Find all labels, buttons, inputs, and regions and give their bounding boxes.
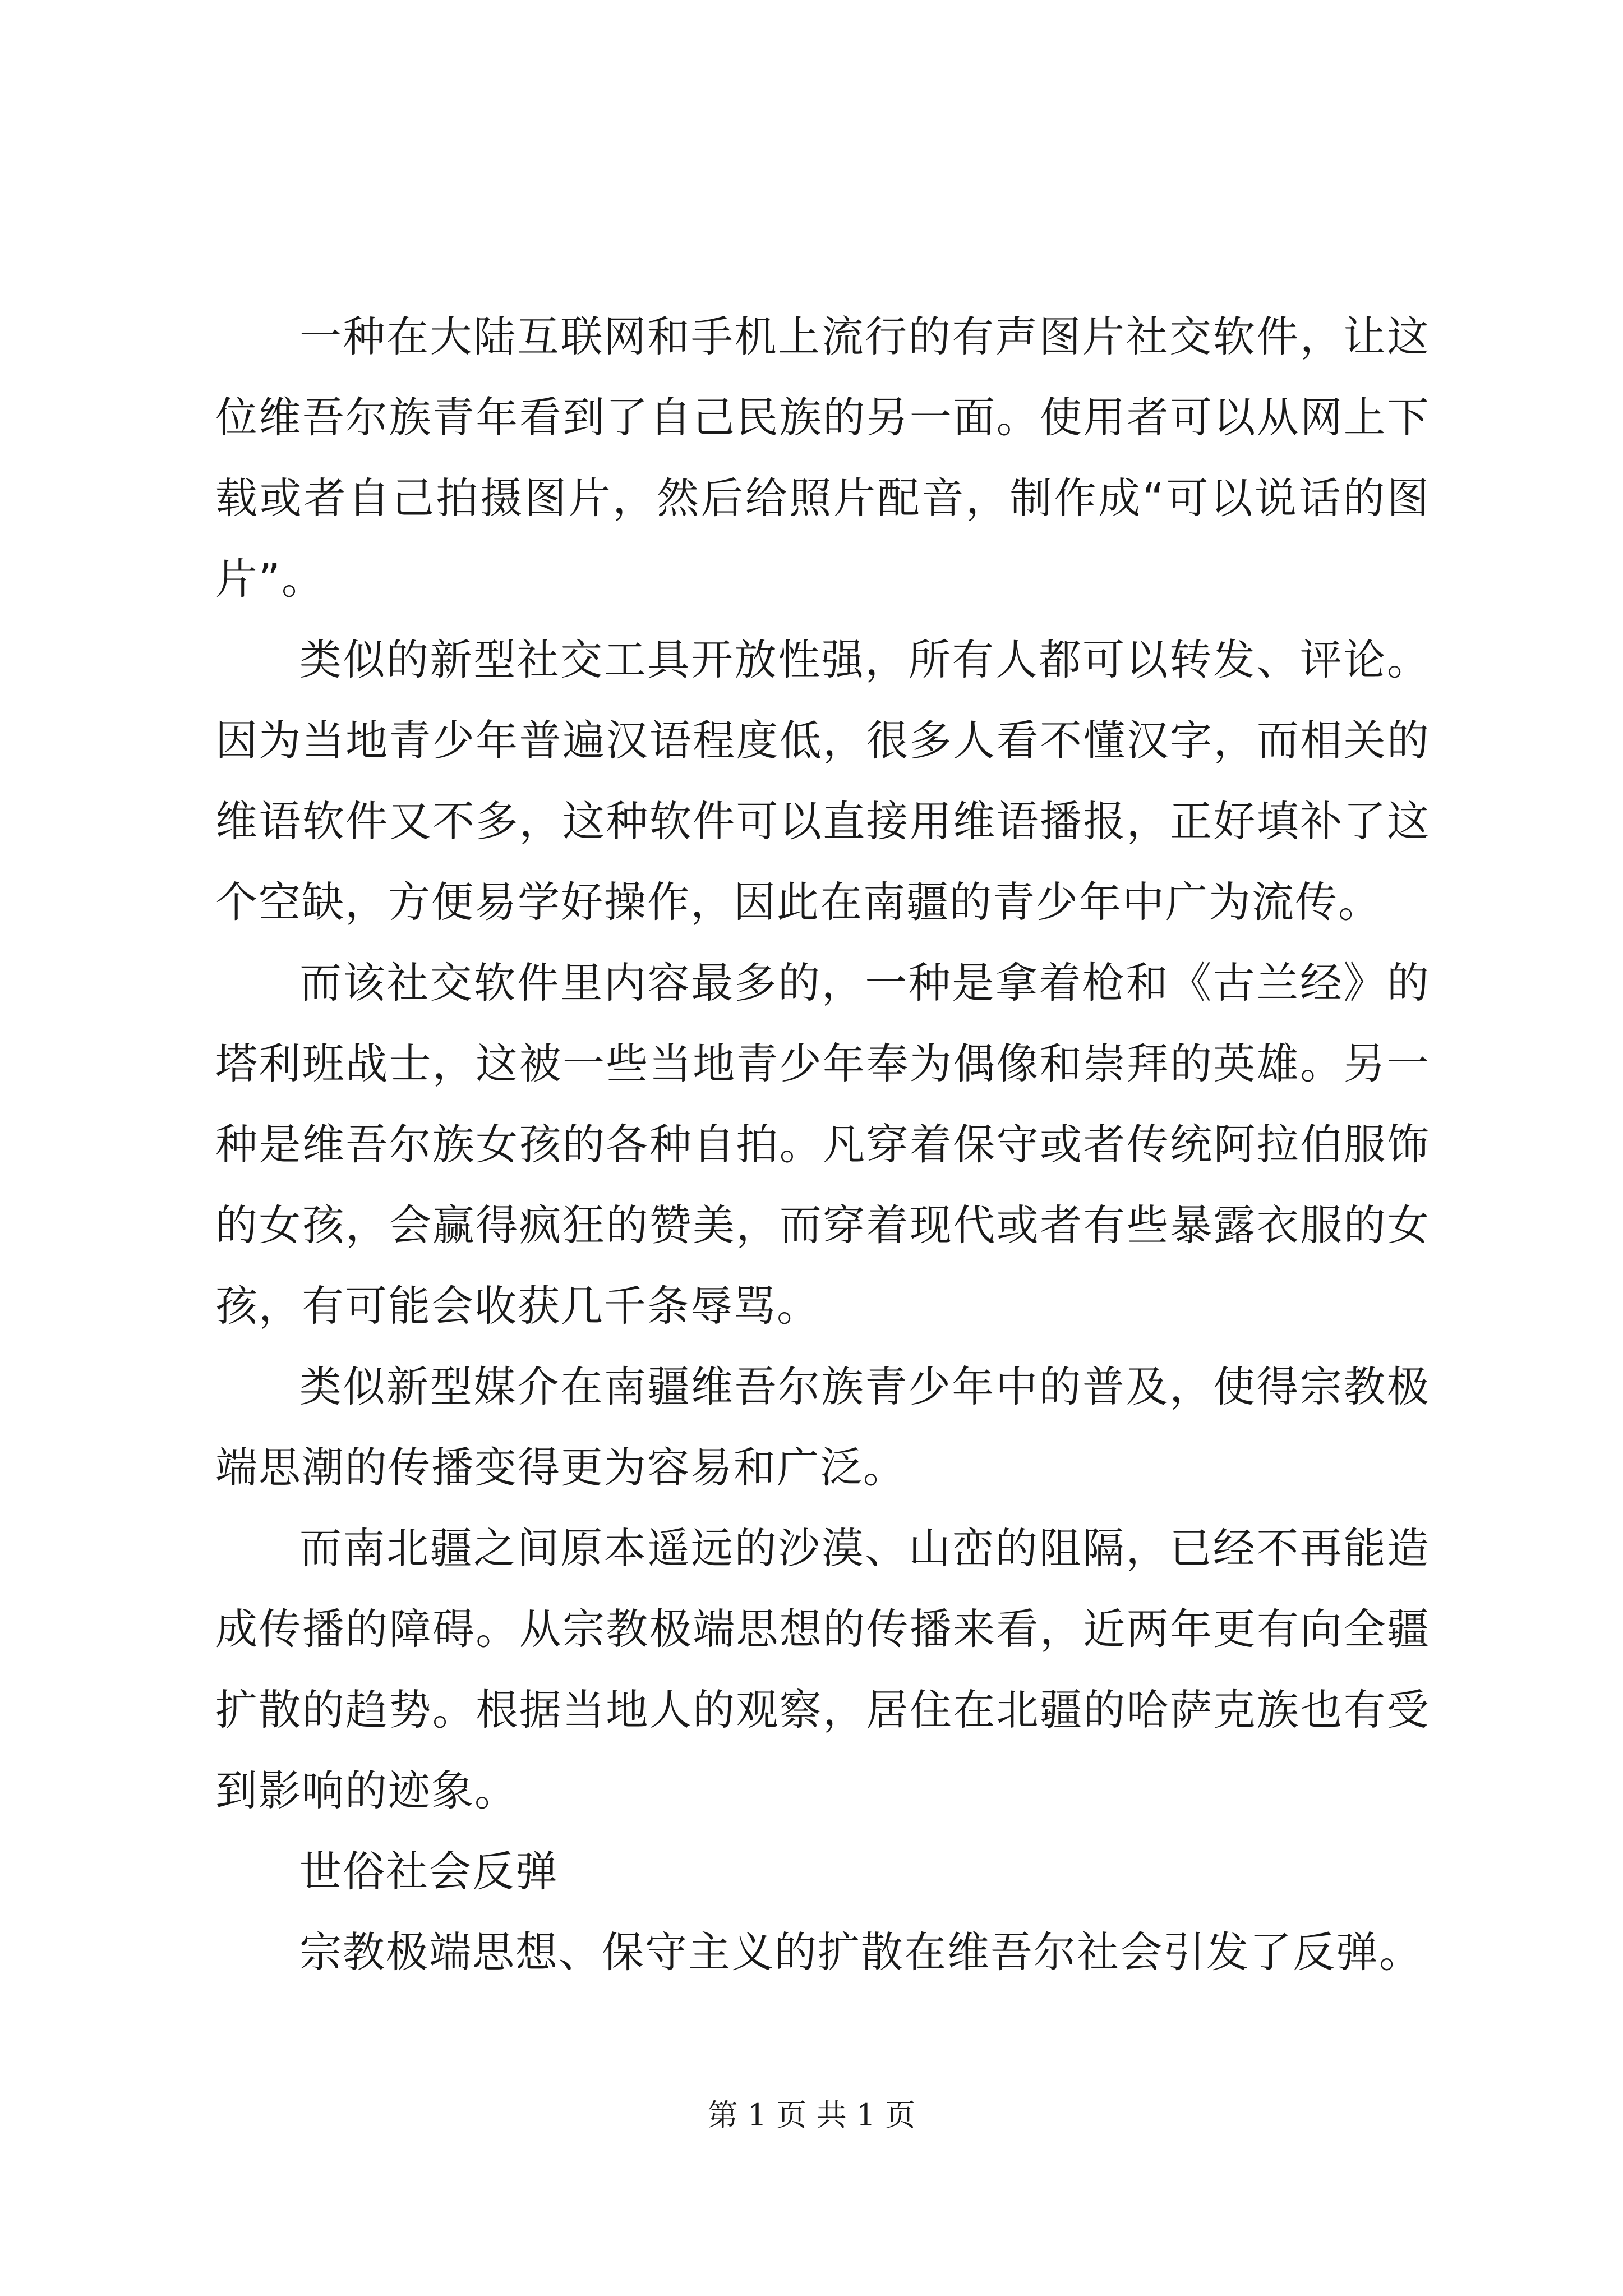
paragraph-1: 一种在大陆互联网和手机上流行的有声图片社交软件，让这位维吾尔族青年看到了自己民族的另一面。使用者可以从网上下载或者自己拍摄图片，然后给照片配音，制作成“可以说话的图片”。 xyxy=(215,312,1430,604)
paragraph-4: 类似新型媒介在南疆维吾尔族青少年中的普及，使得宗教极端思潮的传播变得更为容易和广泛。 xyxy=(215,1362,1430,1492)
document-body xyxy=(215,296,1430,1993)
paragraph-5: 而南北疆之间原本遥远的沙漠、山峦的阻隔，已经不再能造成传播的障碍。从宗教极端思想的传播来看，近两年更有向全疆扩散的趋势。根据当地人的观察，居住在北疆的哈萨克族也有受到影响的迹象。 xyxy=(215,1524,1430,1815)
paragraph-2: 类似的新型社交工具开放性强，所有人都可以转发、评论。因为当地青少年普遍汉语程度低，很多人看不懂汉字，而相关的维语软件又不多，这种软件可以直接用维语播报，正好填补了这个空缺，方便易学好操作，因此在南疆的青少年中广为流传。 xyxy=(215,635,1430,927)
section-heading: 世俗社会反弹 xyxy=(299,1847,559,1896)
paragraph-6: 宗教极端思想、保守主义的扩散在维吾尔社会引发了反弹。 xyxy=(299,1927,1423,1977)
paragraph-3: 而该社交软件里内容最多的，一种是拿着枪和《古兰经》的塔利班战士，这被一些当地青少年奉为偶像和崇拜的英雄。另一种是维吾尔族女孩的各种自拍。凡穿着保守或者传统阿拉伯服饰的女孩，会赢得疯狂的赞美，而穿着现代或者有些暴露衣服的女孩，有可能会收获几千条辱骂。 xyxy=(215,958,1430,1331)
page-number-footer: 第 1 页 共 1 页 xyxy=(707,2097,916,2133)
